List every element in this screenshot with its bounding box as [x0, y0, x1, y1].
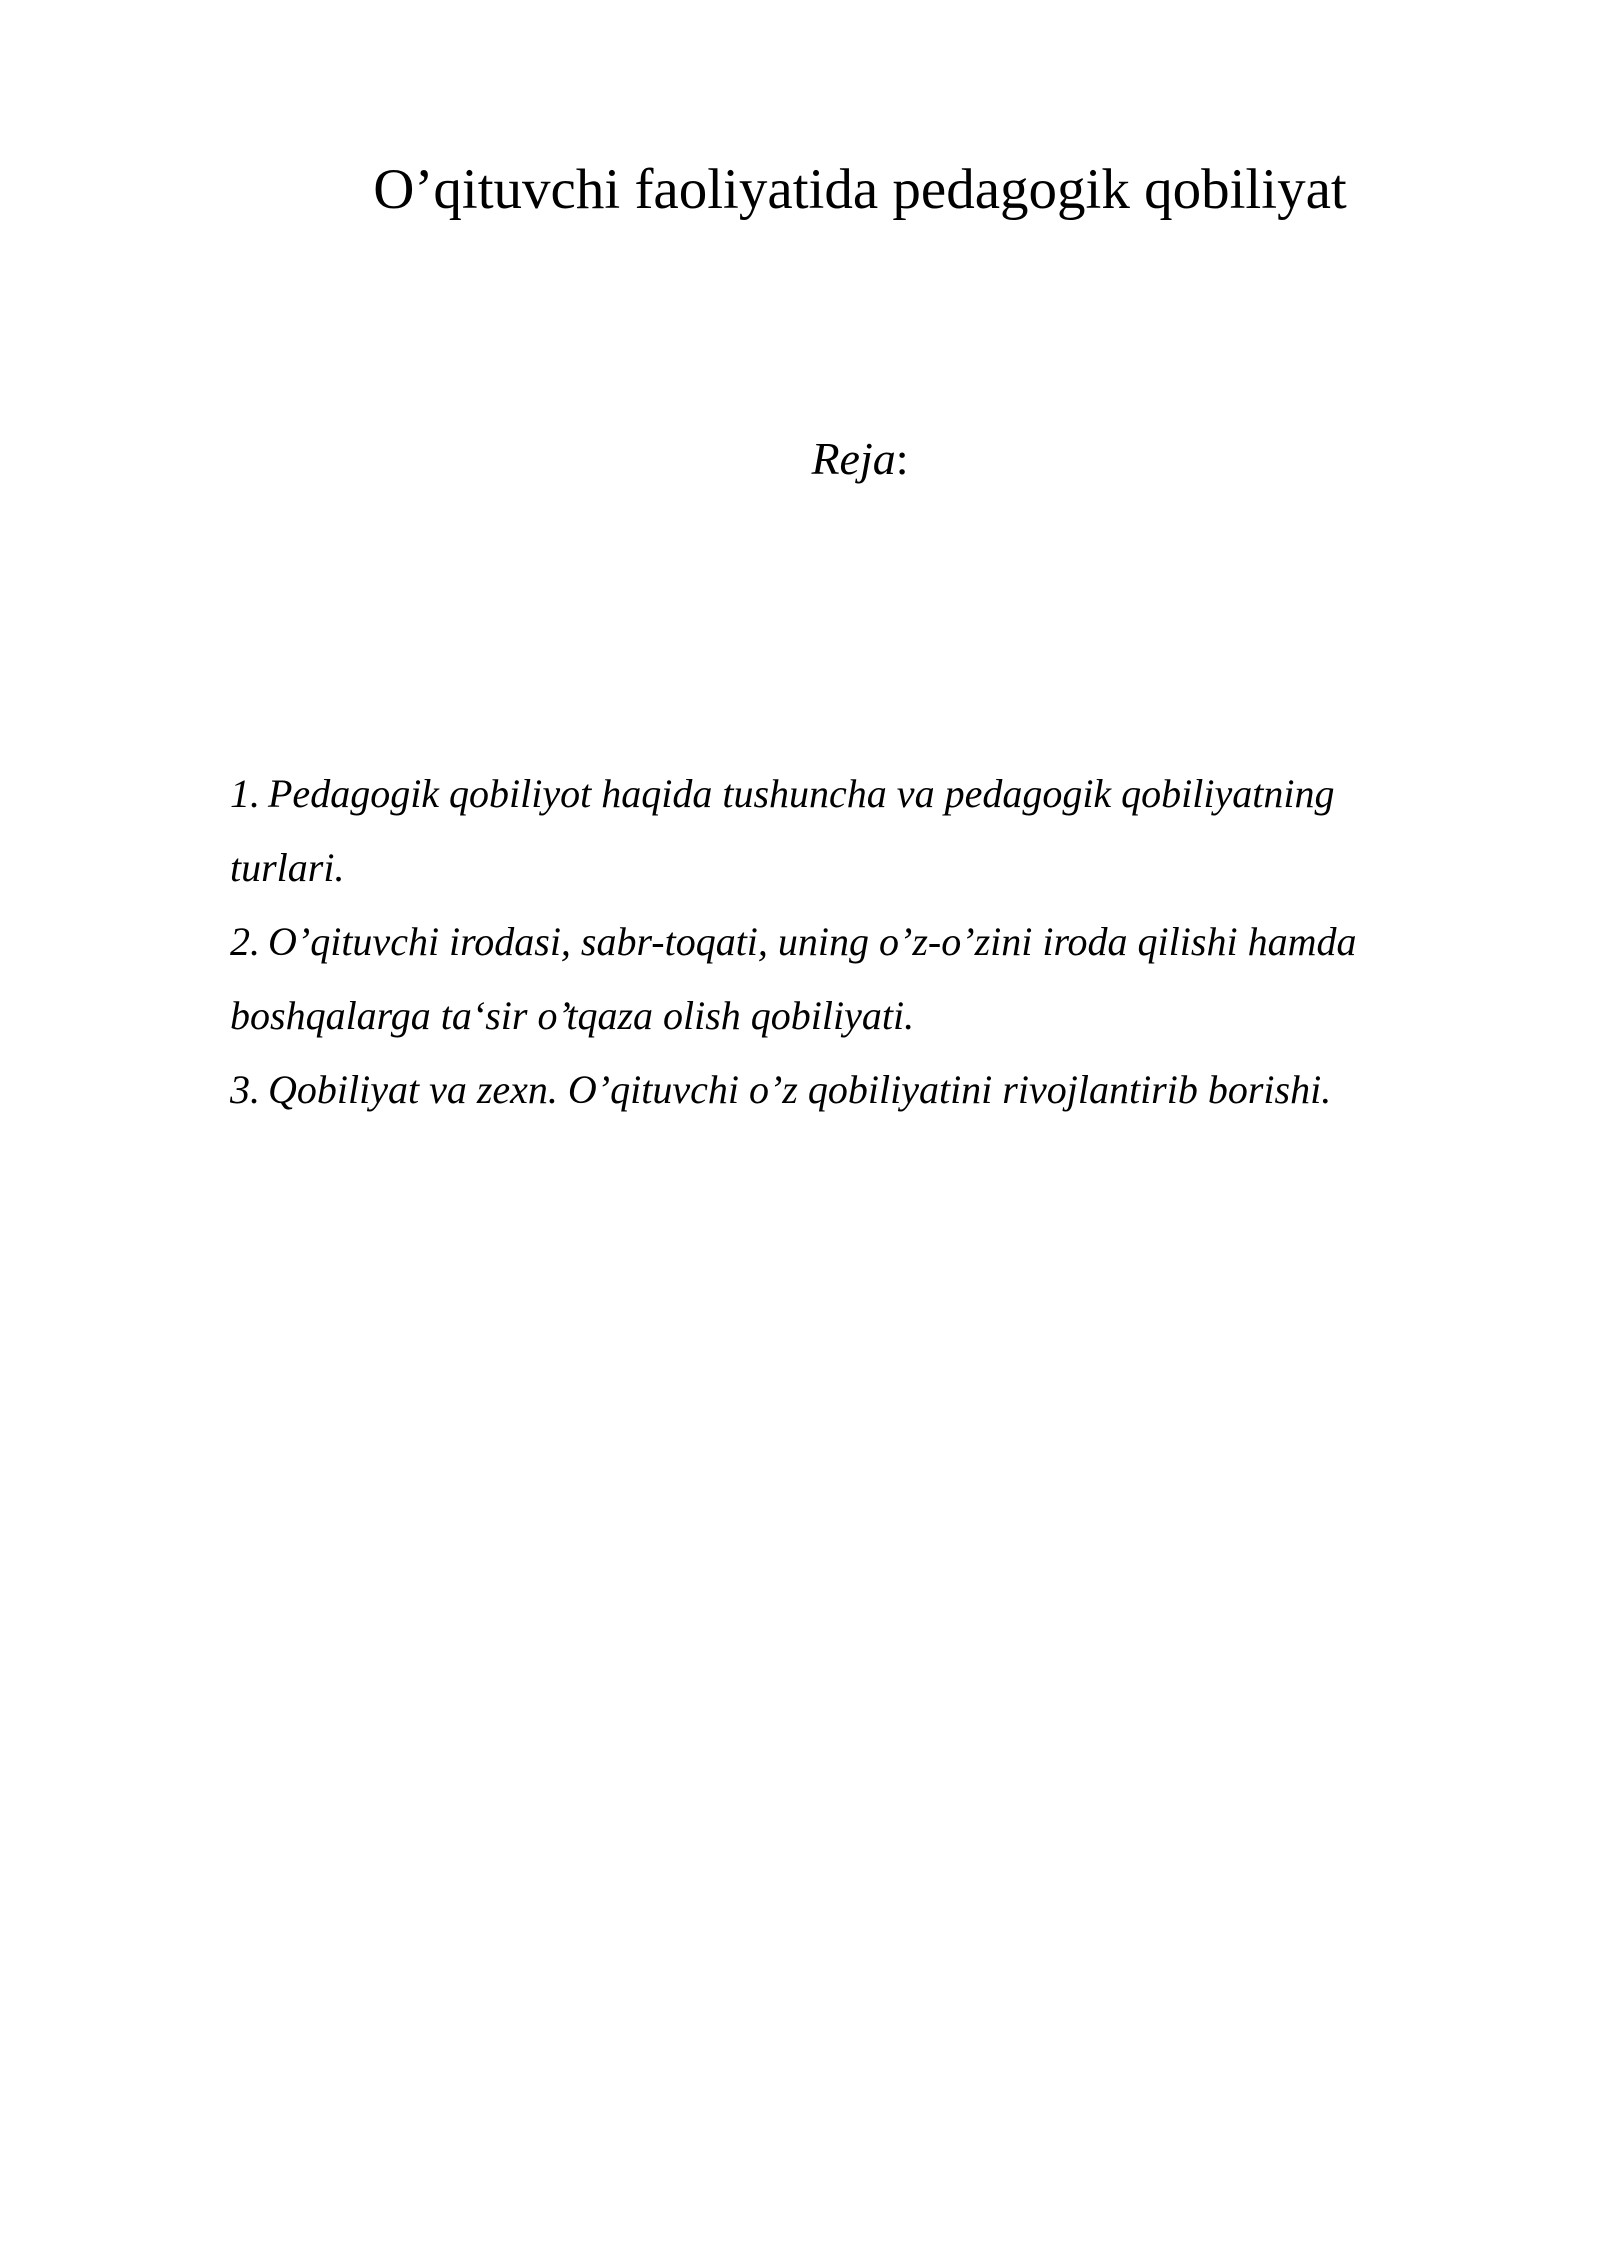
plan-heading [0, 424, 1600, 494]
plan-item-number: 1. [230, 771, 260, 816]
plan-item-line [230, 905, 1510, 979]
document-title: O’qituvchi faoliyatida pedagogik qobiliyat [373, 158, 1347, 221]
plan-item-line [230, 757, 1510, 831]
plan-item-1 [230, 757, 1510, 905]
plan-item-text: O’qituvchi irodasi, sabr-toqati, uning o’z-o’zini iroda qilishi hamda [268, 919, 1357, 964]
plan-item-text: Pedagogik qobiliyot haqida tushuncha va pedagogik qobiliyatning [268, 771, 1335, 816]
plan-item-text: Qobiliyat va zexn. O’qituvchi o’z qobiliyatini rivojlantirib borishi. [268, 1067, 1332, 1112]
plan-item-2 [230, 905, 1510, 1053]
plan-item-3 [230, 1053, 1510, 1127]
plan-heading-word: Reja [811, 433, 896, 484]
plan-item-continuation: boshqalarga ta‘sir o’tqaza olish qobiliyati. [230, 993, 915, 1038]
plan-list [230, 757, 1510, 1127]
plan-item-line [230, 1053, 1510, 1127]
plan-item-number: 2. [230, 919, 260, 964]
plan-item-continuation: turlari. [230, 845, 345, 890]
plan-item-number: 3. [230, 1067, 260, 1112]
plan-heading-colon: : [895, 433, 909, 484]
